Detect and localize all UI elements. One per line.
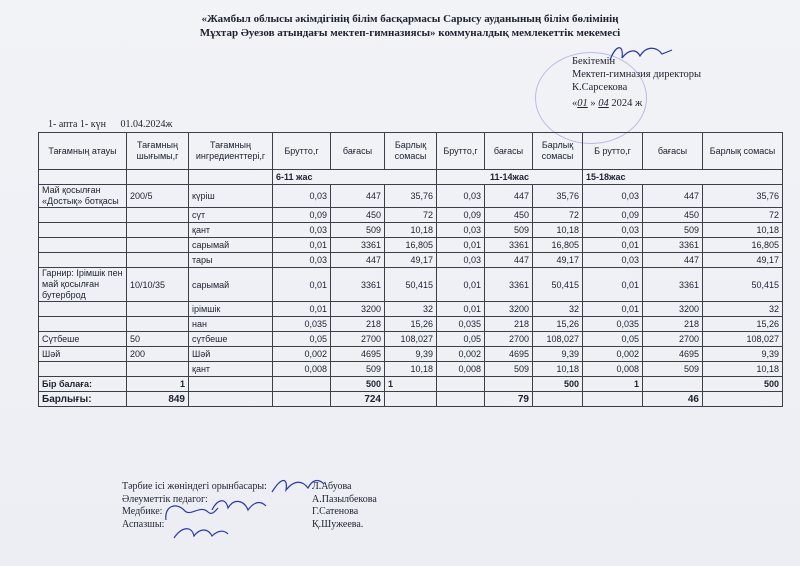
table-cell: 50,415 [385,268,437,302]
table-cell: 3361 [331,238,385,253]
table-cell: 218 [485,317,533,332]
table-row [39,347,783,362]
table-cell: қант [189,362,273,377]
table-row [39,317,783,332]
table-cell: 108,027 [385,332,437,347]
table-cell: 108,027 [533,332,583,347]
table-cell: 0,002 [583,347,643,362]
table-cell: 32 [703,302,783,317]
column-header-3: Тағамның ингредиенттері,г [189,133,273,170]
table-cell [39,317,127,332]
table-cell: 0,03 [273,223,331,238]
approval-position: Мектеп-гимназия директоры [572,69,702,80]
table-cell: 0,03 [273,185,331,208]
table-row [39,332,783,347]
table-cell: 0,002 [273,347,331,362]
header-line-2: Мұхтар Әуезов атындағы мектеп-гимназиясы» коммуналдық мемлекеттік мекемесі [199,27,621,39]
column-header-5: бағасы [331,133,385,170]
staff-role: Әлеуметтік педагог: [122,493,208,505]
approval-date: «01 » 04 2024 ж [572,98,643,109]
table-cell: 9,39 [385,347,437,362]
table-cell [39,362,127,377]
table-cell: 10,18 [703,362,783,377]
table-cell: 16,805 [703,238,783,253]
column-header-12: Барлық сомасы [703,133,783,170]
table-cell: 0,008 [273,362,331,377]
table-cell: 0,03 [437,253,485,268]
table-cell: 2700 [485,332,533,347]
table-cell: 0,09 [273,208,331,223]
table-cell: 35,76 [385,185,437,208]
table-cell: 200 [127,347,189,362]
table-cell: 0,01 [273,302,331,317]
week-date: 01.04.2024ж [120,119,173,130]
table-cell: 108,027 [703,332,783,347]
column-header-2: Тағамның шығымы,г [127,133,189,170]
table-cell: 3361 [485,268,533,302]
per-child-count-2: 1 [385,377,437,392]
column-header-1: Тағамның атауы [39,133,127,170]
menu-table [38,132,783,407]
table-cell: 0,09 [437,208,485,223]
table-cell: 0,09 [583,208,643,223]
table-cell: 3361 [485,238,533,253]
table-cell [39,253,127,268]
age-row [39,170,783,185]
column-header-6: Барлық сомасы [385,133,437,170]
table-cell: 0,05 [437,332,485,347]
table-cell: 2700 [331,332,385,347]
total-value-1: 849 [127,392,189,407]
approval-name: К.Сарсекова [572,82,628,93]
per-child-count-3: 1 [583,377,643,392]
staff-name: Л.Абуова [312,481,352,492]
table-cell: 509 [485,362,533,377]
table-cell: сүтбеше [189,332,273,347]
table-cell: 15,26 [385,317,437,332]
table-cell: 10,18 [533,223,583,238]
approval-block [572,55,701,110]
table-cell: 10,18 [385,223,437,238]
table-cell: 3361 [643,268,703,302]
table-cell: 0,035 [437,317,485,332]
table-cell: сүт [189,208,273,223]
table-cell: 16,805 [533,238,583,253]
staff-role: Медбике: [122,506,163,517]
per-child-sum-3: 500 [703,377,783,392]
per-child-row [39,377,783,392]
table-header-row [39,133,783,170]
table-cell: 2700 [643,332,703,347]
column-header-8: бағасы [485,133,533,170]
table-cell: 509 [331,362,385,377]
table-cell [127,362,189,377]
table-cell: күріш [189,185,273,208]
table-cell: 200/5 [127,185,189,208]
table-cell: 447 [485,253,533,268]
table-cell: 4695 [331,347,385,362]
table-cell [127,223,189,238]
table-cell: 0,01 [273,238,331,253]
per-child-sum-2: 500 [533,377,583,392]
table-cell: 32 [533,302,583,317]
table-cell: тары [189,253,273,268]
table-cell: 50 [127,332,189,347]
table-cell: 15,26 [533,317,583,332]
table-cell: 0,035 [583,317,643,332]
table-cell: 0,03 [273,253,331,268]
table-cell: 3200 [643,302,703,317]
table-cell [39,238,127,253]
table-row [39,302,783,317]
table-cell: 509 [485,223,533,238]
table-cell: 509 [331,223,385,238]
table-cell: 0,008 [437,362,485,377]
age-group-3: 15-18жас [583,170,783,185]
table-row [39,185,783,208]
table-cell [127,302,189,317]
total-value-4: 46 [643,392,703,407]
table-cell: 0,01 [273,268,331,302]
table-cell: 0,05 [273,332,331,347]
column-header-4: Брутто,г [273,133,331,170]
staff-name: Г.Сатенова [312,506,359,517]
table-cell: сарымай [189,238,273,253]
approval-title: Бекітемін [572,56,616,67]
table-cell: 32 [385,302,437,317]
table-cell: ірімшік [189,302,273,317]
total-label: Барлығы: [39,392,127,407]
staff-name: Қ.Шужеева. [312,518,364,530]
table-cell: 49,17 [703,253,783,268]
table-cell: 0,03 [583,223,643,238]
table-cell: 10,18 [385,362,437,377]
table-cell: Сүтбеше [39,332,127,347]
table-cell: 3200 [485,302,533,317]
table-cell: нан [189,317,273,332]
table-cell [127,317,189,332]
per-child-label: Бір балаға: [39,377,127,392]
table-cell: 0,01 [583,302,643,317]
staff-role: Тәрбие ісі жөніндегі орынбасары: [122,481,267,492]
table-cell [39,302,127,317]
table-cell: Шәй [189,347,273,362]
table-cell: 447 [643,185,703,208]
table-cell: 0,03 [437,185,485,208]
table-row [39,223,783,238]
age-group-2: 11-14жас [437,170,583,185]
column-header-7: Брутто,г [437,133,485,170]
table-cell: 4695 [485,347,533,362]
week-label: 1- апта 1- күн [48,119,106,130]
table-cell: 447 [643,253,703,268]
table-cell: 15,26 [703,317,783,332]
table-row [39,268,783,302]
table-cell: 0,05 [583,332,643,347]
column-header-9: Барлық сомасы [533,133,583,170]
table-row [39,238,783,253]
table-cell: 450 [331,208,385,223]
table-cell: 0,01 [437,302,485,317]
table-cell: 509 [643,362,703,377]
table-cell: 10/10/35 [127,268,189,302]
table-cell: 9,39 [703,347,783,362]
table-cell: 35,76 [703,185,783,208]
column-header-10: Б рутто,г [583,133,643,170]
table-cell: 0,002 [437,347,485,362]
table-cell [127,208,189,223]
table-cell: 218 [331,317,385,332]
table-cell [127,238,189,253]
total-value-3: 79 [485,392,533,407]
table-cell: 16,805 [385,238,437,253]
table-cell: 4695 [643,347,703,362]
table-cell: 10,18 [703,223,783,238]
table-cell: 0,01 [437,268,485,302]
table-cell: 450 [643,208,703,223]
week-line [48,119,184,130]
table-cell: 72 [533,208,583,223]
age-group-1: 6-11 жас [273,170,437,185]
table-cell [39,208,127,223]
table-cell: 35,76 [533,185,583,208]
table-cell: 0,01 [583,238,643,253]
table-cell: 0,01 [583,268,643,302]
table-cell: 3200 [331,302,385,317]
staff-row [122,506,422,519]
table-cell: 447 [331,185,385,208]
per-child-sum-1: 500 [331,377,385,392]
approval-month: 04 [598,98,609,109]
table-cell: қант [189,223,273,238]
staff-signatures [122,481,422,531]
header-line-1: «Жамбыл облысы әкімдігінің білім басқармасы Сарысу ауданының білім бөлімінің [201,13,619,25]
table-cell: 447 [331,253,385,268]
table-cell: 0,03 [583,253,643,268]
table-cell: 10,18 [533,362,583,377]
table-cell: 49,17 [385,253,437,268]
table-cell: 49,17 [533,253,583,268]
staff-role: Аспазшы: [122,518,165,530]
table-cell: 0,03 [583,185,643,208]
table-row [39,208,783,223]
table-cell: 50,415 [533,268,583,302]
table-cell [127,253,189,268]
total-row [39,392,783,407]
table-row [39,253,783,268]
table-cell: 3361 [643,238,703,253]
per-child-count-1: 1 [127,377,189,392]
table-cell [39,223,127,238]
staff-row [122,519,422,532]
table-cell: 0,03 [437,223,485,238]
table-cell: Шәй [39,347,127,362]
table-cell: 72 [385,208,437,223]
table-cell: 9,39 [533,347,583,362]
table-cell: 3361 [331,268,385,302]
table-cell: 50,415 [703,268,783,302]
table-cell: 509 [643,223,703,238]
table-cell: 0,01 [437,238,485,253]
table-cell: сарымай [189,268,273,302]
table-cell: 0,008 [583,362,643,377]
table-cell: 450 [485,208,533,223]
table-cell: Май қосылған «Достық» ботқасы [39,185,127,208]
staff-name: А.Пазылбекова [312,493,377,505]
table-cell: 447 [485,185,533,208]
total-value-2: 724 [331,392,385,407]
approval-day: 01 [577,98,588,109]
column-header-11: бағасы [643,133,703,170]
table-cell: 218 [643,317,703,332]
staff-row [122,481,422,494]
table-cell: Гарнир: Ірімшік пен май қосылған бутерброд [39,268,127,302]
table-row [39,362,783,377]
table-cell: 0,035 [273,317,331,332]
staff-row [122,494,422,507]
table-cell: 72 [703,208,783,223]
